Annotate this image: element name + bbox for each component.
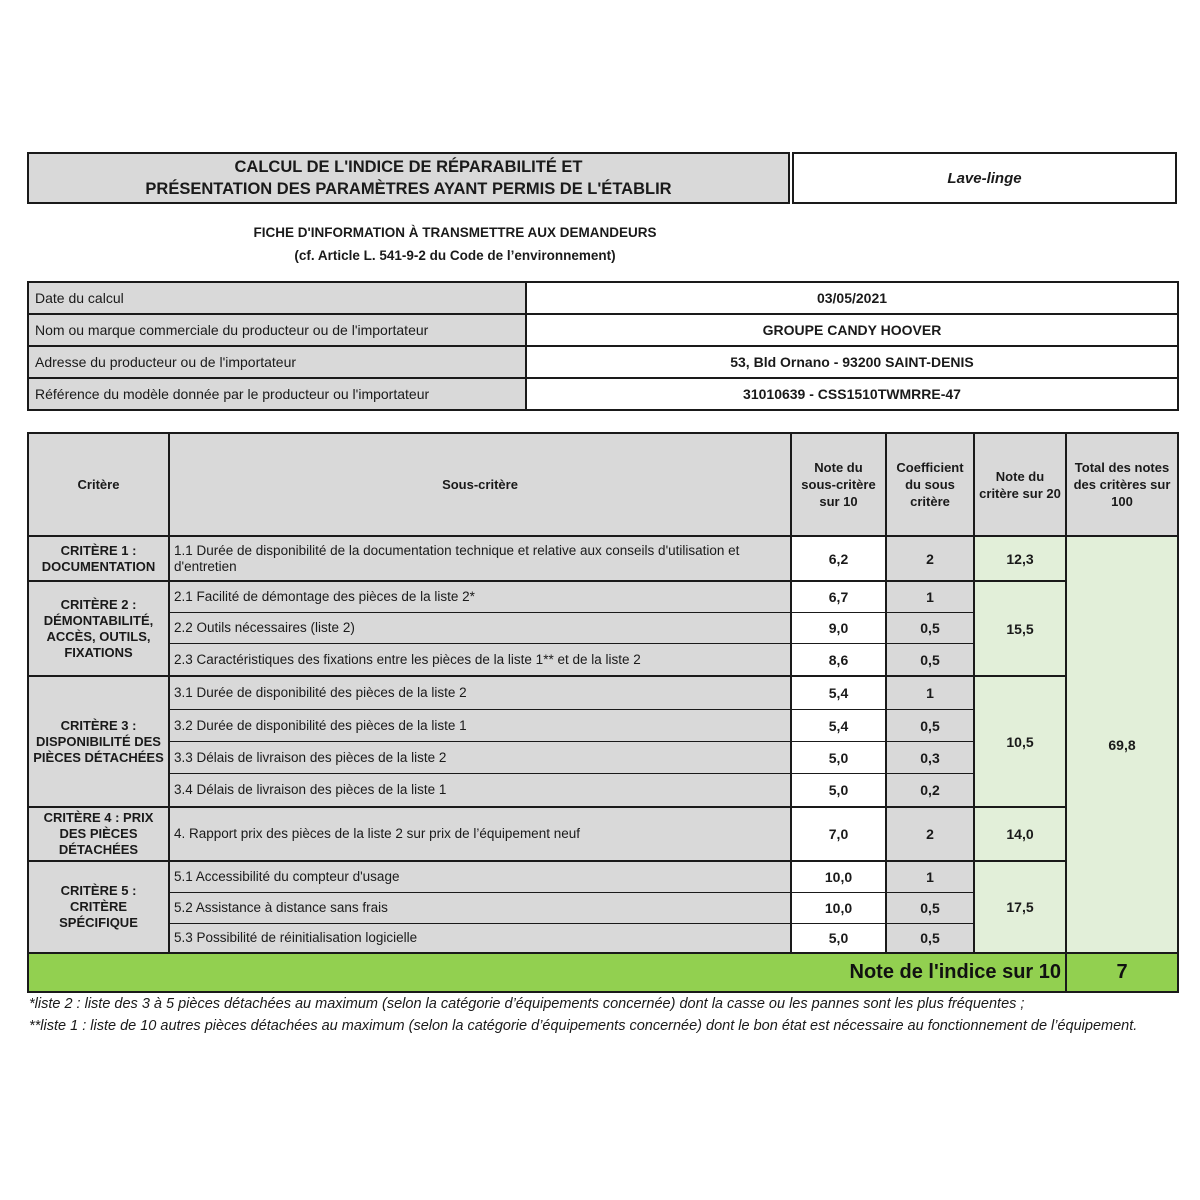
criterion-score-cell: 12,3 bbox=[973, 535, 1065, 580]
info-value: 03/05/2021 bbox=[525, 281, 1177, 313]
sub-score-cell: 6,2 bbox=[790, 535, 885, 580]
sub-score-cell: 10,0 bbox=[790, 892, 885, 923]
final-score-label: Note de l'indice sur 10 bbox=[27, 952, 1065, 991]
sub-criterion-cell: 3.3 Délais de livraison des pièces de la liste 2 bbox=[168, 741, 790, 773]
col-header-coefficient: Coefficient du sous critère bbox=[885, 432, 973, 535]
sub-criterion-cell: 2.1 Facilité de démontage des pièces de la liste 2* bbox=[168, 580, 790, 612]
info-label: Adresse du producteur ou de l'importateur bbox=[27, 345, 525, 377]
sub-criterion-cell: 5.3 Possibilité de réinitialisation logicielle bbox=[168, 923, 790, 952]
coefficient-cell: 2 bbox=[885, 535, 973, 580]
info-value: 31010639 - CSS1510TWMRRE-47 bbox=[525, 377, 1177, 409]
criterion-score-cell: 15,5 bbox=[973, 580, 1065, 675]
criteria-table bbox=[27, 432, 1179, 993]
product-type-label: Lave-linge bbox=[947, 169, 1022, 187]
sub-score-cell: 5,4 bbox=[790, 709, 885, 741]
info-row-model-reference bbox=[27, 377, 1177, 409]
document-title-line1: CALCUL DE L'INDICE DE RÉPARABILITÉ ET bbox=[234, 158, 583, 176]
document-title-box bbox=[27, 152, 790, 204]
info-label: Date du calcul bbox=[27, 281, 525, 313]
coefficient-cell: 1 bbox=[885, 580, 973, 612]
criterion-score-cell: 14,0 bbox=[973, 806, 1065, 860]
sub-criterion-cell: 5.2 Assistance à distance sans frais bbox=[168, 892, 790, 923]
criterion-group-label: CRITÈRE 5 : CRITÈRE SPÉCIFIQUE bbox=[27, 860, 168, 952]
total-score-cell: 69,8 bbox=[1065, 535, 1177, 952]
col-header-critere: Critère bbox=[27, 432, 168, 535]
sub-criterion-cell: 1.1 Durée de disponibilité de la documentation technique et relative aux conseils d'utilisation et d'entretien bbox=[168, 535, 790, 580]
sub-criterion-cell: 3.4 Délais de livraison des pièces de la liste 1 bbox=[168, 773, 790, 806]
criterion-group-label: CRITÈRE 2 : DÉMONTABILITÉ, ACCÈS, OUTILS, FIXATIONS bbox=[27, 580, 168, 675]
sub-score-cell: 5,0 bbox=[790, 923, 885, 952]
footnote-liste1: **liste 1 : liste de 10 autres pièces détachées au maximum (selon la catégorie d’équipements concernée) dont le bon état est nécessaire au fonctionnement de l’équipement. bbox=[29, 1018, 1138, 1034]
info-value: GROUPE CANDY HOOVER bbox=[525, 313, 1177, 345]
col-header-sous-critere: Sous-critère bbox=[168, 432, 790, 535]
info-label: Nom ou marque commerciale du producteur ou de l'importateur bbox=[27, 313, 525, 345]
info-value: 53, Bld Ornano - 93200 SAINT-DENIS bbox=[525, 345, 1177, 377]
producer-info-table bbox=[27, 281, 1179, 411]
sub-criterion-cell: 2.2 Outils nécessaires (liste 2) bbox=[168, 612, 790, 643]
info-row-producer-name bbox=[27, 313, 1177, 345]
sub-score-cell: 9,0 bbox=[790, 612, 885, 643]
subtitle-line2: (cf. Article L. 541-9-2 du Code de l’environnement) bbox=[294, 248, 616, 263]
subtitle-line1: FICHE D'INFORMATION À TRANSMETTRE AUX DEMANDEURS bbox=[253, 225, 657, 240]
coefficient-cell: 0,5 bbox=[885, 643, 973, 675]
criterion-group-label: CRITÈRE 4 : PRIX DES PIÈCES DÉTACHÉES bbox=[27, 806, 168, 860]
coefficient-cell: 0,5 bbox=[885, 892, 973, 923]
criteria-table-header-row bbox=[27, 432, 1177, 535]
coefficient-cell: 2 bbox=[885, 806, 973, 860]
sub-criterion-cell: 4. Rapport prix des pièces de la liste 2 sur prix de l’équipement neuf bbox=[168, 806, 790, 860]
final-score-row bbox=[27, 952, 1177, 991]
coefficient-cell: 0,5 bbox=[885, 612, 973, 643]
coefficient-cell: 0,5 bbox=[885, 709, 973, 741]
sub-score-cell: 10,0 bbox=[790, 860, 885, 892]
sub-criterion-cell: 3.1 Durée de disponibilité des pièces de la liste 2 bbox=[168, 675, 790, 709]
coefficient-cell: 0,5 bbox=[885, 923, 973, 952]
sub-score-cell: 5,4 bbox=[790, 675, 885, 709]
sub-score-cell: 5,0 bbox=[790, 773, 885, 806]
info-row-producer-address bbox=[27, 345, 1177, 377]
col-header-note-critere: Note du critère sur 20 bbox=[973, 432, 1065, 535]
coefficient-cell: 1 bbox=[885, 860, 973, 892]
product-type-box bbox=[792, 152, 1177, 204]
document-title-line2: PRÉSENTATION DES PARAMÈTRES AYANT PERMIS DE L'ÉTABLIR bbox=[145, 180, 672, 198]
sub-score-cell: 7,0 bbox=[790, 806, 885, 860]
criterion-group-label: CRITÈRE 3 : DISPONIBILITÉ DES PIÈCES DÉTACHÉES bbox=[27, 675, 168, 806]
sub-score-cell: 6,7 bbox=[790, 580, 885, 612]
info-label: Référence du modèle donnée par le producteur ou l'importateur bbox=[27, 377, 525, 409]
col-header-total: Total des notes des critères sur 100 bbox=[1065, 432, 1177, 535]
criterion-group-label: CRITÈRE 1 : DOCUMENTATION bbox=[27, 535, 168, 580]
table-row bbox=[27, 806, 1177, 860]
col-header-note-sous-critere: Note du sous-critère sur 10 bbox=[790, 432, 885, 535]
coefficient-cell: 1 bbox=[885, 675, 973, 709]
sub-criterion-cell: 5.1 Accessibilité du compteur d'usage bbox=[168, 860, 790, 892]
footnote-liste2: *liste 2 : liste des 3 à 5 pièces détachées au maximum (selon la catégorie d’équipements concernée) dont la casse ou les pannes sont les plus fréquentes ; bbox=[29, 996, 1025, 1012]
coefficient-cell: 0,3 bbox=[885, 741, 973, 773]
sub-score-cell: 5,0 bbox=[790, 741, 885, 773]
criterion-score-cell: 17,5 bbox=[973, 860, 1065, 952]
info-row-date bbox=[27, 281, 1177, 313]
table-row bbox=[27, 535, 1177, 580]
table-row bbox=[27, 675, 1177, 709]
criterion-score-cell: 10,5 bbox=[973, 675, 1065, 806]
sub-criterion-cell: 3.2 Durée de disponibilité des pièces de la liste 1 bbox=[168, 709, 790, 741]
sub-criterion-cell: 2.3 Caractéristiques des fixations entre les pièces de la liste 1** et de la liste 2 bbox=[168, 643, 790, 675]
footnotes bbox=[29, 993, 1179, 1037]
document-subtitle bbox=[27, 221, 883, 267]
table-row bbox=[27, 860, 1177, 892]
final-score-value: 7 bbox=[1065, 952, 1177, 991]
table-row bbox=[27, 580, 1177, 612]
coefficient-cell: 0,2 bbox=[885, 773, 973, 806]
sub-score-cell: 8,6 bbox=[790, 643, 885, 675]
